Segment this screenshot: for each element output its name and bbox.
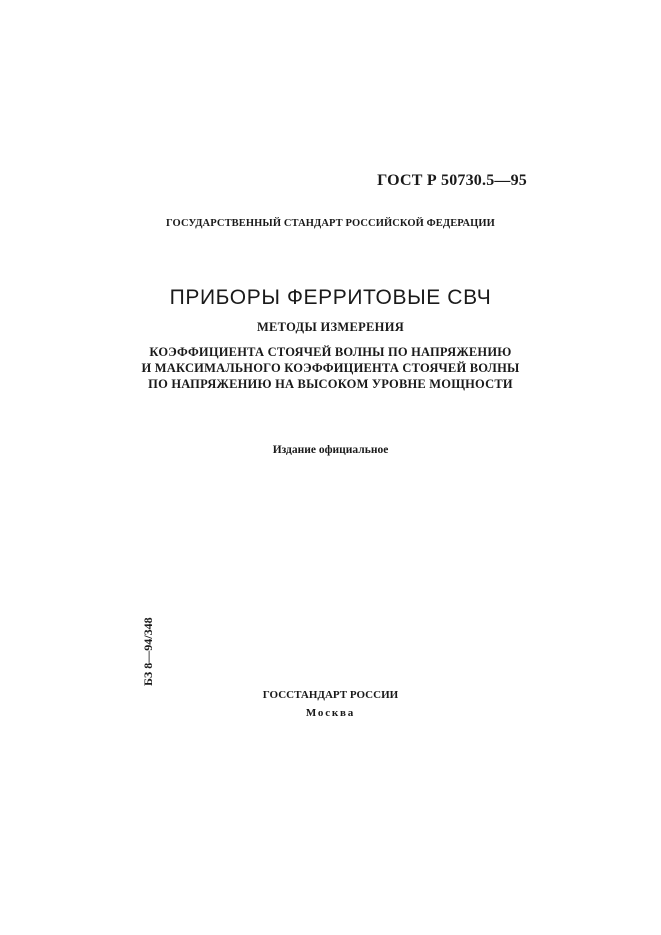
description-block — [0, 344, 661, 392]
description-line-1: КОЭФФИЦИЕНТА СТОЯЧЕЙ ВОЛНЫ ПО НАПРЯЖЕНИЮ — [149, 345, 512, 359]
subtitle: МЕТОДЫ ИЗМЕРЕНИЯ — [256, 320, 405, 334]
city: Москва — [305, 707, 356, 719]
state-standard-heading: ГОСУДАРСТВЕННЫЙ СТАНДАРТ РОССИЙСКОЙ ФЕДЕРАЦИИ — [166, 218, 495, 229]
publisher: ГОССТАНДАРТ РОССИИ — [262, 689, 399, 701]
description-line-3: ПО НАПРЯЖЕНИЮ НА ВЫСОКОМ УРОВНЕ МОЩНОСТИ — [148, 377, 513, 391]
edition-label: Издание официальное — [272, 444, 389, 456]
description-line-2: И МАКСИМАЛЬНОГО КОЭФФИЦИЕНТА СТОЯЧЕЙ ВОЛНЫ — [141, 361, 520, 375]
gost-number: ГОСТ Р 50730.5—95 — [377, 172, 527, 189]
side-code: БЗ 8—94/348 — [141, 617, 155, 686]
main-title: ПРИБОРЫ ФЕРРИТОВЫЕ СВЧ — [169, 286, 492, 309]
